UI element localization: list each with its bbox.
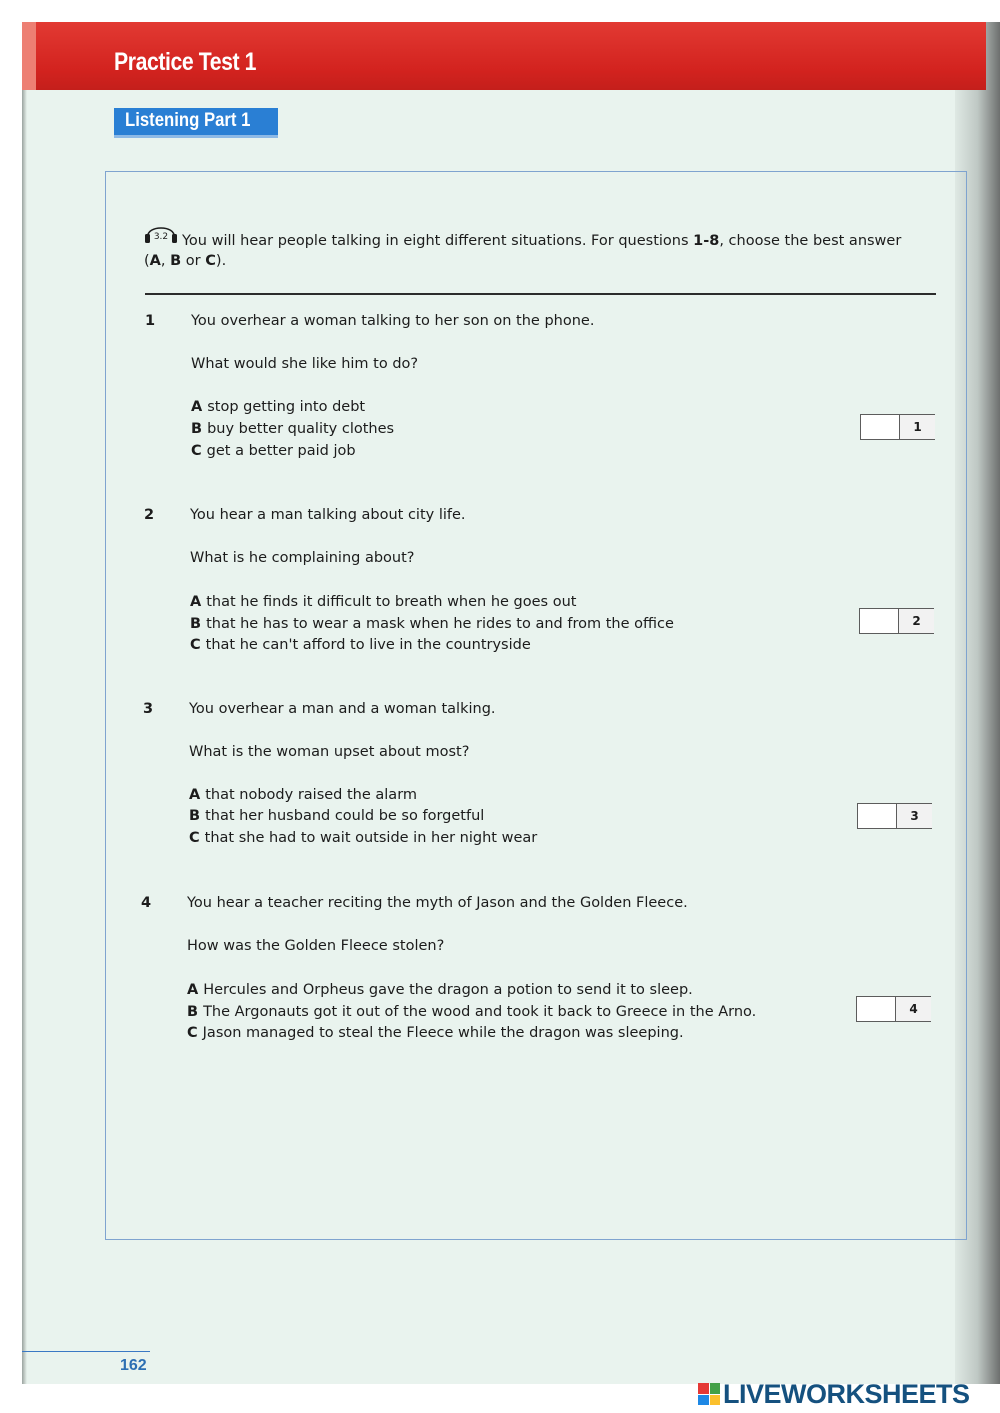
option-b: B buy better quality clothes xyxy=(191,421,395,437)
footer-rule xyxy=(22,1351,150,1352)
question-prompt: What is the woman upset about most? xyxy=(189,744,470,760)
answer-box-number: 1 xyxy=(899,415,935,439)
liveworksheets-icon xyxy=(698,1383,720,1405)
page-left-edge xyxy=(22,22,27,1384)
option-c: C that he can't afford to live in the countryside xyxy=(190,637,531,653)
question-prompt: What would she like him to do? xyxy=(191,356,419,372)
section-tag xyxy=(114,108,278,138)
answer-box-number: 3 xyxy=(896,804,932,828)
option-c: C Jason managed to steal the Fleece while the dragon was sleeping. xyxy=(187,1025,684,1041)
question-prompt: What is he complaining about? xyxy=(190,550,415,566)
question-situation: You hear a man talking about city life. xyxy=(190,507,466,523)
page-title: Practice Test 1 xyxy=(114,48,257,76)
option-a: A Hercules and Orpheus gave the dragon a potion to send it to sleep. xyxy=(187,982,693,998)
brand-name: LIVEWORKSHEETS xyxy=(723,1378,970,1409)
question-situation: You overhear a man and a woman talking. xyxy=(189,701,496,717)
option-c: C that she had to wait outside in her night wear xyxy=(189,830,538,846)
question-situation: You overhear a woman talking to her son on the phone. xyxy=(191,313,595,329)
answer-box-number: 4 xyxy=(895,997,931,1021)
answer-box-3 xyxy=(857,803,932,829)
audio-track-number: 3.2 xyxy=(153,232,169,242)
question-situation: You hear a teacher reciting the myth of Jason and the Golden Fleece. xyxy=(187,895,688,911)
answer-box-2 xyxy=(859,608,934,634)
option-a: A that he finds it difficult to breath when he goes out xyxy=(190,594,577,610)
option-b: B that her husband could be so forgetful xyxy=(189,808,485,824)
answer-input-4[interactable] xyxy=(857,997,895,1021)
answer-input-2[interactable] xyxy=(860,609,898,633)
option-b: B The Argonauts got it out of the wood and took it back to Greece in the Arno. xyxy=(187,1004,757,1020)
divider xyxy=(145,293,936,295)
option-a: A that nobody raised the alarm xyxy=(189,787,418,803)
option-b: B that he has to wear a mask when he rides to and from the office xyxy=(190,616,674,632)
answer-box-4 xyxy=(856,996,931,1022)
answer-input-3[interactable] xyxy=(858,804,896,828)
question-prompt: How was the Golden Fleece stolen? xyxy=(187,938,445,954)
option-c: C get a better paid job xyxy=(191,443,356,459)
question-number: 1 xyxy=(145,313,156,329)
banner-edge xyxy=(22,22,36,90)
question-number: 3 xyxy=(143,701,154,717)
answer-input-1[interactable] xyxy=(861,415,899,439)
option-a: A stop getting into debt xyxy=(191,399,366,415)
question-number: 4 xyxy=(141,895,152,911)
page-number: 162 xyxy=(120,1357,147,1374)
answer-box-1 xyxy=(860,414,935,440)
answer-box-number: 2 xyxy=(898,609,934,633)
section-tag-label: Listening Part 1 xyxy=(125,110,251,131)
liveworksheets-logo xyxy=(698,1380,970,1408)
instructions: You will hear people talking in eight different situations. For questions 1-8, choose the best answer (A, B or C). xyxy=(144,233,902,269)
question-number: 2 xyxy=(144,507,155,523)
